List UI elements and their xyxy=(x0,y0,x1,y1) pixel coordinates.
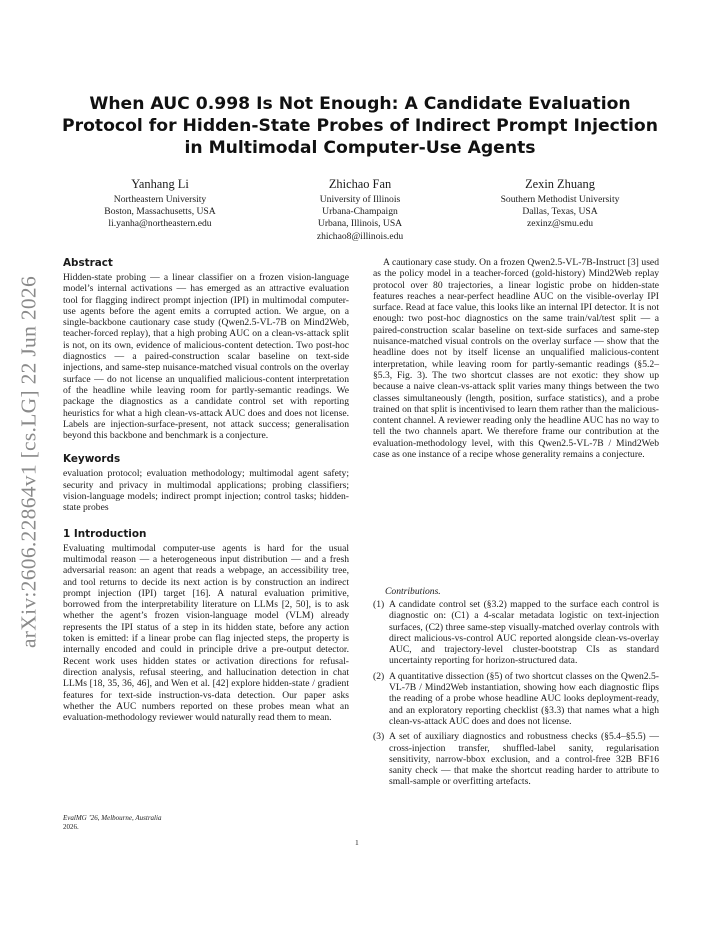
contribution-number: (2) xyxy=(373,670,385,682)
author-name: Zexin Zhuang xyxy=(525,177,595,191)
contribution-item xyxy=(373,671,659,727)
author-location: Dallas, Texas, USA xyxy=(522,206,598,218)
author-location: Urbana-Champaign xyxy=(322,206,398,218)
abstract-section xyxy=(63,257,349,441)
introduction-section xyxy=(63,528,349,724)
author-email[interactable]: li.yanha@northeastern.edu xyxy=(108,218,212,230)
author-affiliation: Northeastern University xyxy=(113,194,207,205)
introduction-heading: 1 Introduction xyxy=(63,527,147,540)
contribution-item xyxy=(373,731,659,787)
author-affiliation: Southern Methodist University xyxy=(500,194,620,205)
arxiv-id[interactable]: arXiv:2606.22864v1 [cs.LG] 22 Jun 2026 xyxy=(16,275,41,649)
arxiv-sidebar-stamp xyxy=(14,262,44,662)
author-email[interactable]: zexinz@smu.edu xyxy=(526,218,594,230)
author-affiliation: University of Illinois xyxy=(319,194,401,205)
case-study-paragraph: A cautionary case study. On a frozen Qwen2.5-VL-7B-Instruct [3] used as the policy model in a teacher-forced (gold-history) Mind2Web replay protocol over 80 trajectories, a linear logistic probe on hidden-state features reaches a near-perfect headline AUC on the visible-overlay IPI surface. Read at face value, this looks like an internal IPI detector. It is not enough: two post-hoc diagnostics on the same train/val/test split — a paired-construction scalar baseline on text-side surfaces and same-step nuisance-matched visual controls on the overlay surface — show that the headline does not by itself license an unqualified malicious-content interpretation, while leaving room for partly-semantic readings (§5.2–§5.3, Fig. 3). The two shortcut classes are not exotic: they show up because a naive clean-vs-attack split varies many things between the two classes simultaneously (length, position, surface statistics), and a probe trained on that split is incentivised to learn them rather than the malicious-content channel. A reviewer reading only the headline AUC has no way to tell the two channels apart. We therefore frame our contribution at the evaluation-methodology level, with this Qwen2.5-VL-7B / Mind2Web case as one instance of a recipe whose generality remains a conjecture. xyxy=(373,257,659,461)
contribution-text: A set of auxiliary diagnostics and robustness checks (§5.4–§5.5) — cross-injection transfer, shuffled-label sanity, regularisation sensitivity, narrow-bbox exclusion, and a control-free 32B BF16 sanity check — that make the shortcut reading harder to attribute to small-sample or overfitting artefacts. xyxy=(389,731,659,788)
contribution-text: A candidate control set (§3.2) mapped to the surface each control is diagnostic on: (C1) a 4-scalar metadata logistic on text-injection surfaces, (C2) three same-step visually-matched overlay controls with direct malicious-vs-control AUC reported alongside clean-vs-overlay AUC, and trajectory-level cluster-bootstrap CIs as standard uncertainty reporting for horizon-structured data. xyxy=(389,599,659,667)
author-2 xyxy=(260,177,460,243)
conference-name: EvalMG ’26, Melbourne, Australia xyxy=(63,814,162,822)
author-location: Boston, Massachusetts, USA xyxy=(104,206,216,218)
paper-title: When AUC 0.998 Is Not Enough: A Candidate Evaluation Protocol for Hidden-State Probes of Indirect Prompt Injection in Multimodal Computer-Use Agents xyxy=(62,94,658,158)
contribution-number: (1) xyxy=(373,599,385,610)
author-email[interactable]: zhichao8@illinois.edu xyxy=(316,230,404,242)
contribution-text: A quantitative dissection (§5) of two shortcut classes on the Qwen2.5-VL-7B / Mind2Web instantiation, showing how each diagnostic flips the reading of a probe whose headline AUC looks deployment-ready, and an exploratory reporting checklist (§3.3) that names what a high clean-vs-attack AUC does and does not license. xyxy=(389,670,659,727)
introduction-text: Evaluating multimodal computer-use agents is hard for the usual multimodal reason — a heterogeneous input distribution — and a fresh adversarial reason: an agent that reads a webpage, an accessibility tree, and tool returns to decide its next action is by construction an indirect prompt injection (IPI) target [16]. A natural evaluation primitive, borrowed from the interpretability literature on LLMs [2, 50], is to ask whether the agent’s frozen vision-language model (VLM) already represents the IPI status of a step in its hidden state, before any action token is emitted: if a linear probe can flag injected steps, the property is internally encoded and could in principle drive a pre-output detector. Recent work uses hidden states or activation directions for refusal-direction analysis, refusal steering, and hallucination detection in chat LLMs [18, 35, 36, 46], and Wen et al. [42] explore hidden-state / gradient features for text-side instruction-vs-data detection. Our paper asks whether the AUC numbers reported on these probes mean what an evaluation-methodology reviewer would naturally read them to mean. xyxy=(63,542,349,724)
keywords-text: evaluation protocol; evaluation methodology; multimodal agent safety; security and privacy in multimodal applications; probing classifiers; vision-language models; indirect prompt injection; control tasks; hidden-state probes xyxy=(63,468,349,514)
abstract-text: Hidden-state probing — a linear classifier on a frozen vision-language model’s internal activations — has emerged as an attractive evaluation tool for flagging indirect prompt injection (IPI) in multimodal computer-use agents before the agent emits a corrupted action. We argue, on a single-backbone cautionary case study (Qwen2.5-VL-7B on Mind2Web, teacher-forced replay), that a high probing AUC on a clean-vs-attack split is not, on its own, evidence of malicious-content detection. Two post-hoc diagnostics — a paired-construction scalar baseline on text-side injections, and same-step nuisance-matched visual controls on the overlay surface — do not license an unqualified malicious-content interpretation of the headline while leaving room for partly-semantic readings. We package the diagnostics as a candidate control set with reporting heuristics for what a high clean-vs-attack AUC does and does not license. Labels are injection-surface-present, not attack success; generalisation beyond this backbone and benchmark is a conjecture. xyxy=(63,272,349,442)
right-column xyxy=(373,257,659,460)
conference-footer xyxy=(63,814,161,831)
author-name: Yanhang Li xyxy=(131,177,189,191)
conference-year: 2026. xyxy=(63,822,79,831)
contributions-heading: Contributions. xyxy=(385,586,441,597)
page-number: 1 xyxy=(355,838,359,847)
author-location-line2: Urbana, Illinois, USA xyxy=(317,218,403,230)
author-block xyxy=(60,177,660,243)
contribution-number: (3) xyxy=(373,731,385,743)
contributions-list xyxy=(373,599,659,792)
keywords-heading: Keywords xyxy=(63,453,121,466)
abstract-heading: Abstract xyxy=(63,257,113,269)
left-column xyxy=(63,257,349,723)
author-name: Zhichao Fan xyxy=(328,177,392,191)
author-1 xyxy=(60,177,260,243)
keywords-section xyxy=(63,453,349,513)
author-3 xyxy=(460,177,660,243)
contribution-item xyxy=(373,599,659,667)
